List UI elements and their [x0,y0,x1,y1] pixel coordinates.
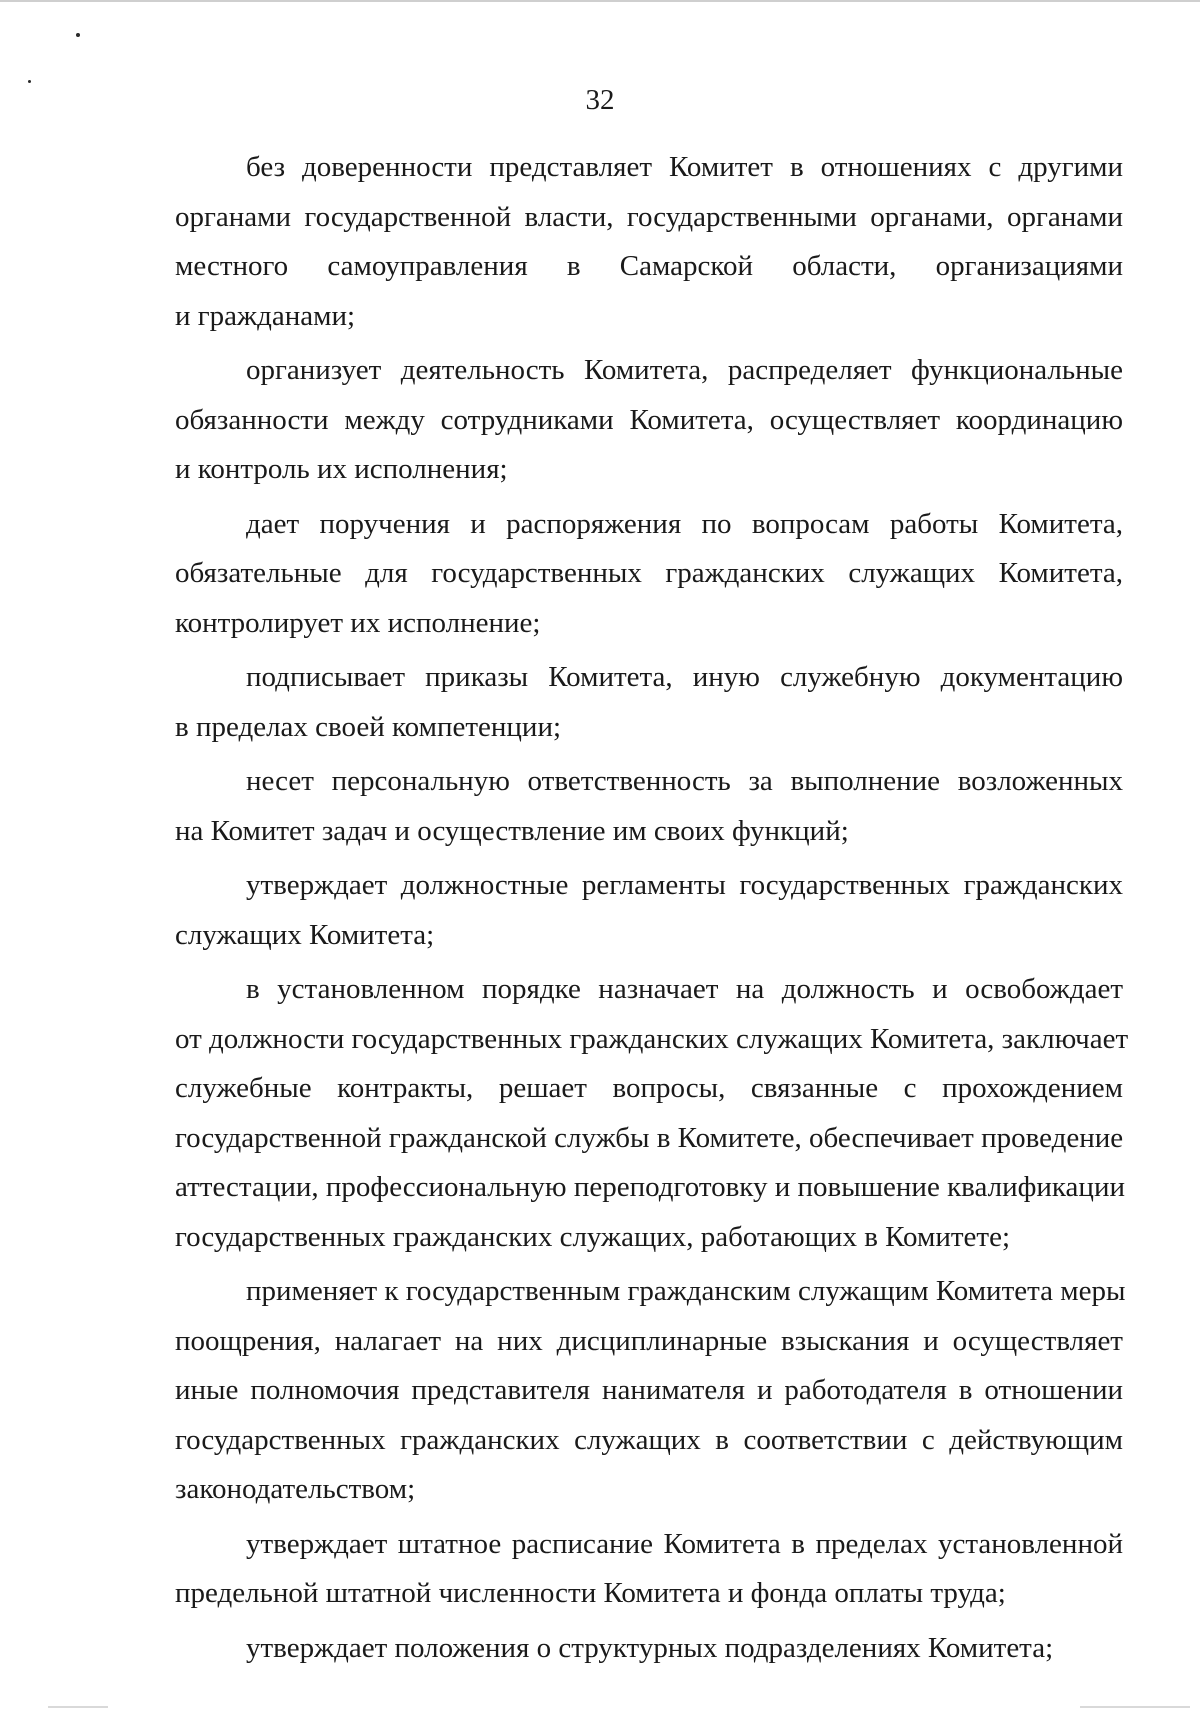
paragraph-line: аттестации, профессиональную переподготовку и повышение квалификации [175,1171,1125,1203]
paragraph-line: на Комитет задач и осуществление им своих функций; [175,814,849,847]
scan-noise [1080,1706,1190,1708]
paragraph-line: законодательством; [175,1473,416,1505]
paragraph [175,653,1123,752]
paragraph-line: государственных гражданских служащих в соответствии с действующим [175,1423,1123,1456]
paragraph [175,143,1123,341]
paragraph-line: служебные контракты, решает вопросы, связанные с прохождением [175,1072,1123,1104]
paragraph-line: от должности государственных гражданских служащих Комитета, заключает [175,1022,1129,1055]
paragraph-line: дает поручения и распоряжения по вопросам работы Комитета, [246,507,1123,540]
paragraph-line: контролирует их исполнение; [175,606,541,639]
scan-noise [48,1706,108,1708]
paragraph [175,965,1129,1262]
paragraph-line: без доверенности представляет Комитет в отношениях с другими [246,151,1123,183]
paragraph [175,861,1123,960]
paragraph-line: утверждает должностные регламенты государственных гражданских [246,869,1123,901]
paragraph [175,1624,1123,1674]
paragraph [175,346,1123,495]
paragraph [175,500,1123,649]
paragraph-line: применяет к государственным гражданским служащим Комитета меры [246,1275,1126,1307]
paragraph [175,1267,1126,1515]
paragraph-line: подписывает приказы Комитета, иную служебную документацию [246,661,1123,693]
page-number: 32 [585,84,615,116]
paragraph-line: обязательные для государственных гражданских служащих Комитета, [175,557,1123,589]
paragraph-line: обязанности между сотрудниками Комитета, осуществляет координацию [175,403,1123,436]
paragraph-line: поощрения, налагает на них дисциплинарные взыскания и осуществляет [175,1324,1123,1357]
scan-speck [76,33,80,37]
document-body [175,143,1129,1673]
paragraph-line: организует деятельность Комитета, распределяет функциональные [246,354,1123,386]
paragraph-line: и гражданами; [175,299,356,332]
paragraph-line: несет персональную ответственность за выполнение возложенных [246,765,1123,797]
scan-top-edge [0,0,1200,2]
paragraph-line: служащих Комитета; [175,918,435,951]
paragraph-line: в пределах своей компетенции; [175,710,562,743]
paragraph-line: иные полномочия представителя нанимателя и работодателя в отношении [175,1374,1123,1406]
paragraph-line: государственной гражданской службы в Комитете, обеспечивает проведение [175,1121,1124,1154]
paragraph [175,757,1123,856]
paragraph-line: органами государственной власти, государственными органами, органами [175,200,1123,233]
paragraph-line: утверждает положения о структурных подразделениях Комитета; [246,1631,1054,1664]
paragraph-line: предельной штатной численности Комитета и фонда оплаты труда; [175,1577,1006,1609]
paragraph-line: утверждает штатное расписание Комитета в пределах установленной [246,1527,1123,1560]
paragraph-line: и контроль их исполнения; [175,453,508,485]
paragraph-line: в установленном порядке назначает на должность и освобождает [246,973,1123,1005]
paragraph [175,1520,1123,1619]
paragraph-line: государственных гражданских служащих, работающих в Комитете; [175,1220,1011,1253]
paragraph-line: местного самоуправления в Самарской области, организациями [175,250,1123,282]
